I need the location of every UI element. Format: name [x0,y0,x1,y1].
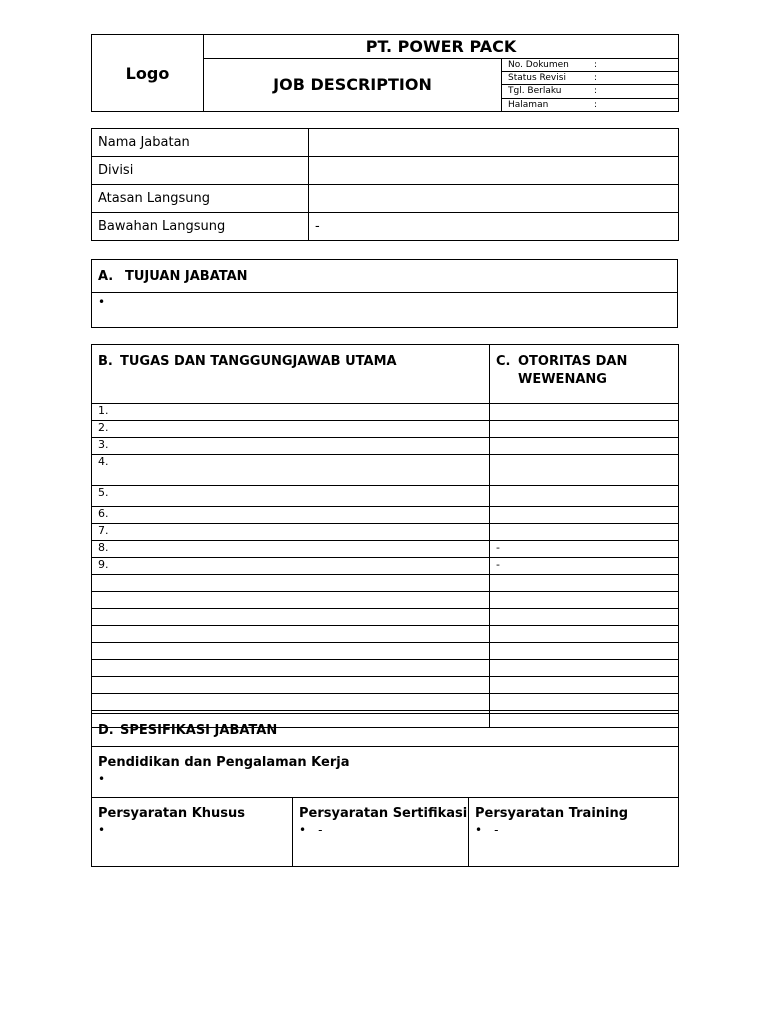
authority-cell[interactable] [490,421,679,438]
authority-cell[interactable]: - [490,558,679,575]
authority-cell[interactable] [490,609,679,626]
bullet-icon: • [98,772,106,786]
duty-cell[interactable] [92,660,490,677]
authority-cell[interactable] [490,643,679,660]
division-field[interactable] [309,157,679,185]
authority-cell[interactable] [490,438,679,455]
authority-cell[interactable] [490,455,679,486]
meta-revision-status [502,71,679,84]
table-row [92,643,679,660]
authority-cell[interactable] [490,404,679,421]
direct-subordinate-field[interactable]: - [309,213,679,241]
section-c-heading [490,345,679,404]
section-letter: B. [98,354,113,369]
authority-cell[interactable] [490,507,679,524]
table-row [92,404,679,421]
duty-cell[interactable] [92,575,490,592]
table-row [92,157,679,185]
table-row [92,486,679,507]
section-bc-duties-authority [91,344,679,728]
field-label: Atasan Langsung [92,185,309,213]
bullet-item [475,823,678,837]
training-requirements-field[interactable] [469,798,679,867]
table-row [92,438,679,455]
table-row [92,558,679,575]
duty-cell[interactable]: 5. [92,486,490,507]
table-row [92,626,679,643]
education-experience-field[interactable] [92,747,679,798]
section-title: TUJUAN JABATAN [125,268,248,284]
bullet-icon: • [98,823,106,837]
duty-cell[interactable]: 3. [92,438,490,455]
company-name: PT. POWER PACK [204,35,679,59]
table-row [92,677,679,694]
bullet-icon: • [475,823,483,837]
purpose-field[interactable] [92,293,678,328]
table-row [92,213,679,241]
bullet-icon: • [299,823,307,837]
table-row [92,592,679,609]
field-label: Divisi [92,157,309,185]
authority-cell[interactable] [490,592,679,609]
meta-separator: : [594,86,598,97]
section-b-heading [92,345,490,404]
section-title: SPESIFIKASI JABATAN [120,722,278,738]
document-title: JOB DESCRIPTION [204,58,502,111]
duty-cell[interactable] [92,677,490,694]
meta-label: Status Revisi [508,73,566,84]
duty-cell[interactable]: 6. [92,507,490,524]
authority-cell[interactable] [490,524,679,541]
meta-label: Tgl. Berlaku [508,86,562,97]
duty-cell[interactable]: 1. [92,404,490,421]
document-header [91,34,679,112]
meta-doc-number [502,58,679,71]
duty-cell[interactable] [92,592,490,609]
table-row [92,541,679,558]
section-d-heading [92,714,679,747]
special-requirements-field[interactable] [92,798,293,867]
authority-cell[interactable] [490,626,679,643]
meta-effective-date [502,85,679,98]
table-row [92,694,679,711]
field-label: Bawahan Langsung [92,213,309,241]
section-a-purpose [91,259,678,328]
position-name-field[interactable] [309,129,679,157]
authority-cell[interactable]: - [490,541,679,558]
table-row [92,609,679,626]
certification-requirements-field[interactable] [293,798,469,867]
section-title-line1: OTORITAS DAN [518,354,628,369]
authority-cell[interactable] [490,677,679,694]
table-row [92,455,679,486]
section-letter: A. [98,268,114,284]
authority-cell[interactable] [490,575,679,592]
logo-placeholder: Logo [92,35,204,112]
section-a-heading [92,260,678,293]
bullet-icon: • [98,295,106,309]
position-identity-table [91,128,679,241]
meta-label: Halaman [508,99,549,110]
table-row [92,524,679,541]
duty-cell[interactable] [92,694,490,711]
requirement-value: - [494,823,499,837]
meta-page [502,98,679,111]
section-title-line2: WEWENANG [518,372,607,387]
duty-cell[interactable]: 7. [92,524,490,541]
table-row [92,185,679,213]
duty-cell[interactable]: 9. [92,558,490,575]
meta-separator: : [594,59,598,70]
duty-cell[interactable] [92,609,490,626]
bullet-item [98,823,292,837]
meta-separator: : [594,99,598,110]
table-row [92,507,679,524]
table-row [92,660,679,677]
section-letter: D. [98,722,114,738]
table-row [92,129,679,157]
meta-label: No. Dokumen [508,59,569,70]
duty-cell[interactable]: 2. [92,421,490,438]
table-row [92,575,679,592]
duty-cell[interactable]: 8. [92,541,490,558]
direct-superior-field[interactable] [309,185,679,213]
table-row [92,421,679,438]
duty-cell[interactable] [92,626,490,643]
field-label: Nama Jabatan [92,129,309,157]
requirement-label: Persyaratan Sertifikasi [299,806,468,821]
requirement-label: Persyaratan Khusus [98,806,246,821]
section-d-specification [91,713,679,867]
section-letter: C. [496,354,511,369]
duty-cell[interactable]: 4. [92,455,490,486]
authority-cell[interactable] [490,486,679,507]
duty-cell[interactable] [92,643,490,660]
authority-cell[interactable] [490,660,679,677]
meta-separator: : [594,73,598,84]
requirement-label: Persyaratan Training [475,806,629,821]
requirement-value: - [318,823,323,837]
section-title: TUGAS DAN TANGGUNGJAWAB UTAMA [120,354,397,369]
bullet-item [299,823,468,837]
education-label: Pendidikan dan Pengalaman Kerja [98,755,350,770]
authority-cell[interactable] [490,694,679,711]
